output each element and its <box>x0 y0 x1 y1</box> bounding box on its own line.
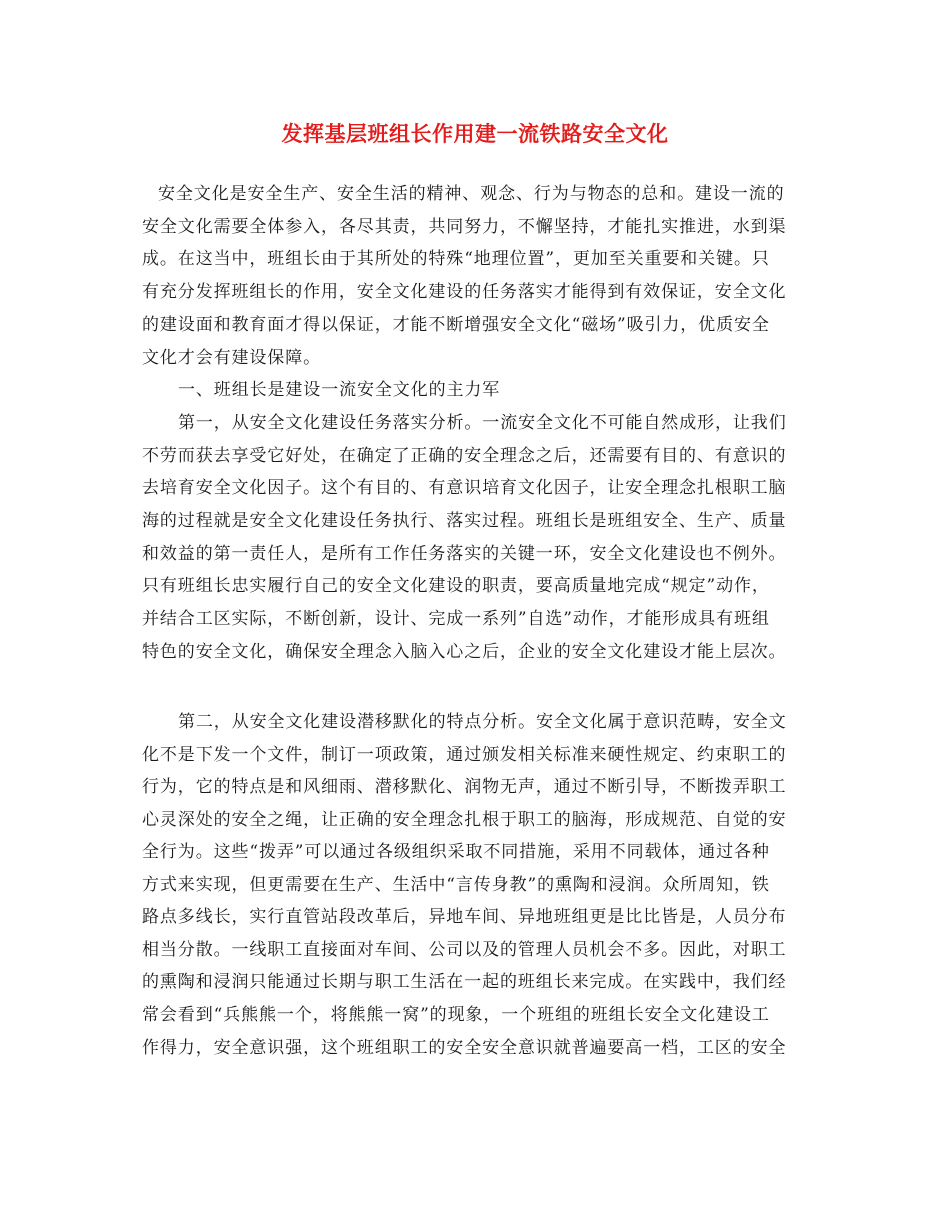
body-text-line: 作得力，安全意识强，这个班组职工的安全安全意识就普遍要高一档，工区的安全 <box>142 1037 787 1058</box>
body-text-line: 行为，它的特点是和风细雨、潜移默化、润物无声，通过不断引导，不断拨弄职工 <box>142 777 787 798</box>
body-text-line: 海的过程就是安全文化建设任务执行、落实过程。班组长是班组安全、生产、质量 <box>142 511 787 531</box>
body-text-line: 有充分发挥班组长的作用，安全文化建设的任务落实才能得到有效保证，安全文化 <box>142 282 787 303</box>
body-text-line: 方式来实现，但更需要在生产、生活中“言传身教”的熏陶和浸润。众所周知，铁 <box>142 874 770 895</box>
body-text-line: 的熏陶和浸润只能通过长期与职工生活在一起的班组长来完成。在实践中，我们经 <box>142 972 787 993</box>
body-text-line: 第一，从安全文化建设任务落实分析。一流安全文化不可能自然成形，让我们 <box>178 412 787 433</box>
body-text-line: 全行为。这些“拨弄”可以通过各级组织采取不同措施，采用不同载体，通过各种 <box>142 842 770 863</box>
body-text-line: 的建设面和教育面才得以保证，才能不断增强安全文化“磁场”吸引力，优质安全 <box>142 314 770 335</box>
body-text-line: 心灵深处的安全之绳，让正确的安全理念扎根于职工的脑海，形成规范、自觉的安 <box>142 809 787 830</box>
body-text-line: 一、班组长是建设一流安全文化的主力军 <box>178 380 501 401</box>
body-text-line: 和效益的第一责任人，是所有工作任务落实的关键一环，安全文化建设也不例外。 <box>142 543 787 564</box>
body-text-line: 相当分散。一线职工直接面对车间、公司以及的管理人员机会不多。因此，对职工 <box>142 939 787 960</box>
document-title: 发挥基层班组长作用建一流铁路安全文化 <box>281 121 669 146</box>
body-text-line: 化不是下发一个文件，制订一项政策，通过颁发相关标准来硬性规定、约束职工的 <box>142 744 787 765</box>
body-text-line: 不劳而获去享受它好处，在确定了正确的安全理念之后，还需要有目的、有意识的 <box>142 445 787 466</box>
body-text-line: 安全文化是安全生产、安全生活的精神、观念、行为与物态的总和。建设一流的 <box>158 184 785 204</box>
body-text-line: 安全文化需要全体参入，各尽其责，共同努力，不懈坚持，才能扎实推进，水到渠 <box>142 216 787 237</box>
body-text-line: 路点多线长，实行直管站段改革后，异地车间、异地班组更是比比皆是，人员分布 <box>142 907 787 928</box>
body-text-line: 常会看到“兵熊熊一个，将熊熊一窝”的现象，一个班组的班组长安全文化建设工 <box>142 1004 770 1025</box>
body-text-line: 文化才会有建设保障。 <box>142 347 321 368</box>
body-text-line: 并结合工区实际，不断创新，设计、完成一系列”自选”动作，才能形成具有班组 <box>142 609 770 630</box>
body-text-line: 只有班组长忠实履行自己的安全文化建设的职责，要高质量地完成“规定”动作， <box>142 576 770 597</box>
body-text-line: 第二，从安全文化建设潜移默化的特点分析。安全文化属于意识范畴，安全文 <box>178 712 787 732</box>
body-text-line: 去培育安全文化因子。这个有目的、有意识培育文化因子，让安全理念扎根职工脑 <box>142 478 787 499</box>
body-text-line: 特色的安全文化，确保安全理念入脑入心之后，企业的安全文化建设才能上层次。 <box>142 641 787 662</box>
body-text-line: 成。在这当中，班组长由于其所处的特殊“地理位置”，更加至关重要和关键。只 <box>142 249 770 270</box>
